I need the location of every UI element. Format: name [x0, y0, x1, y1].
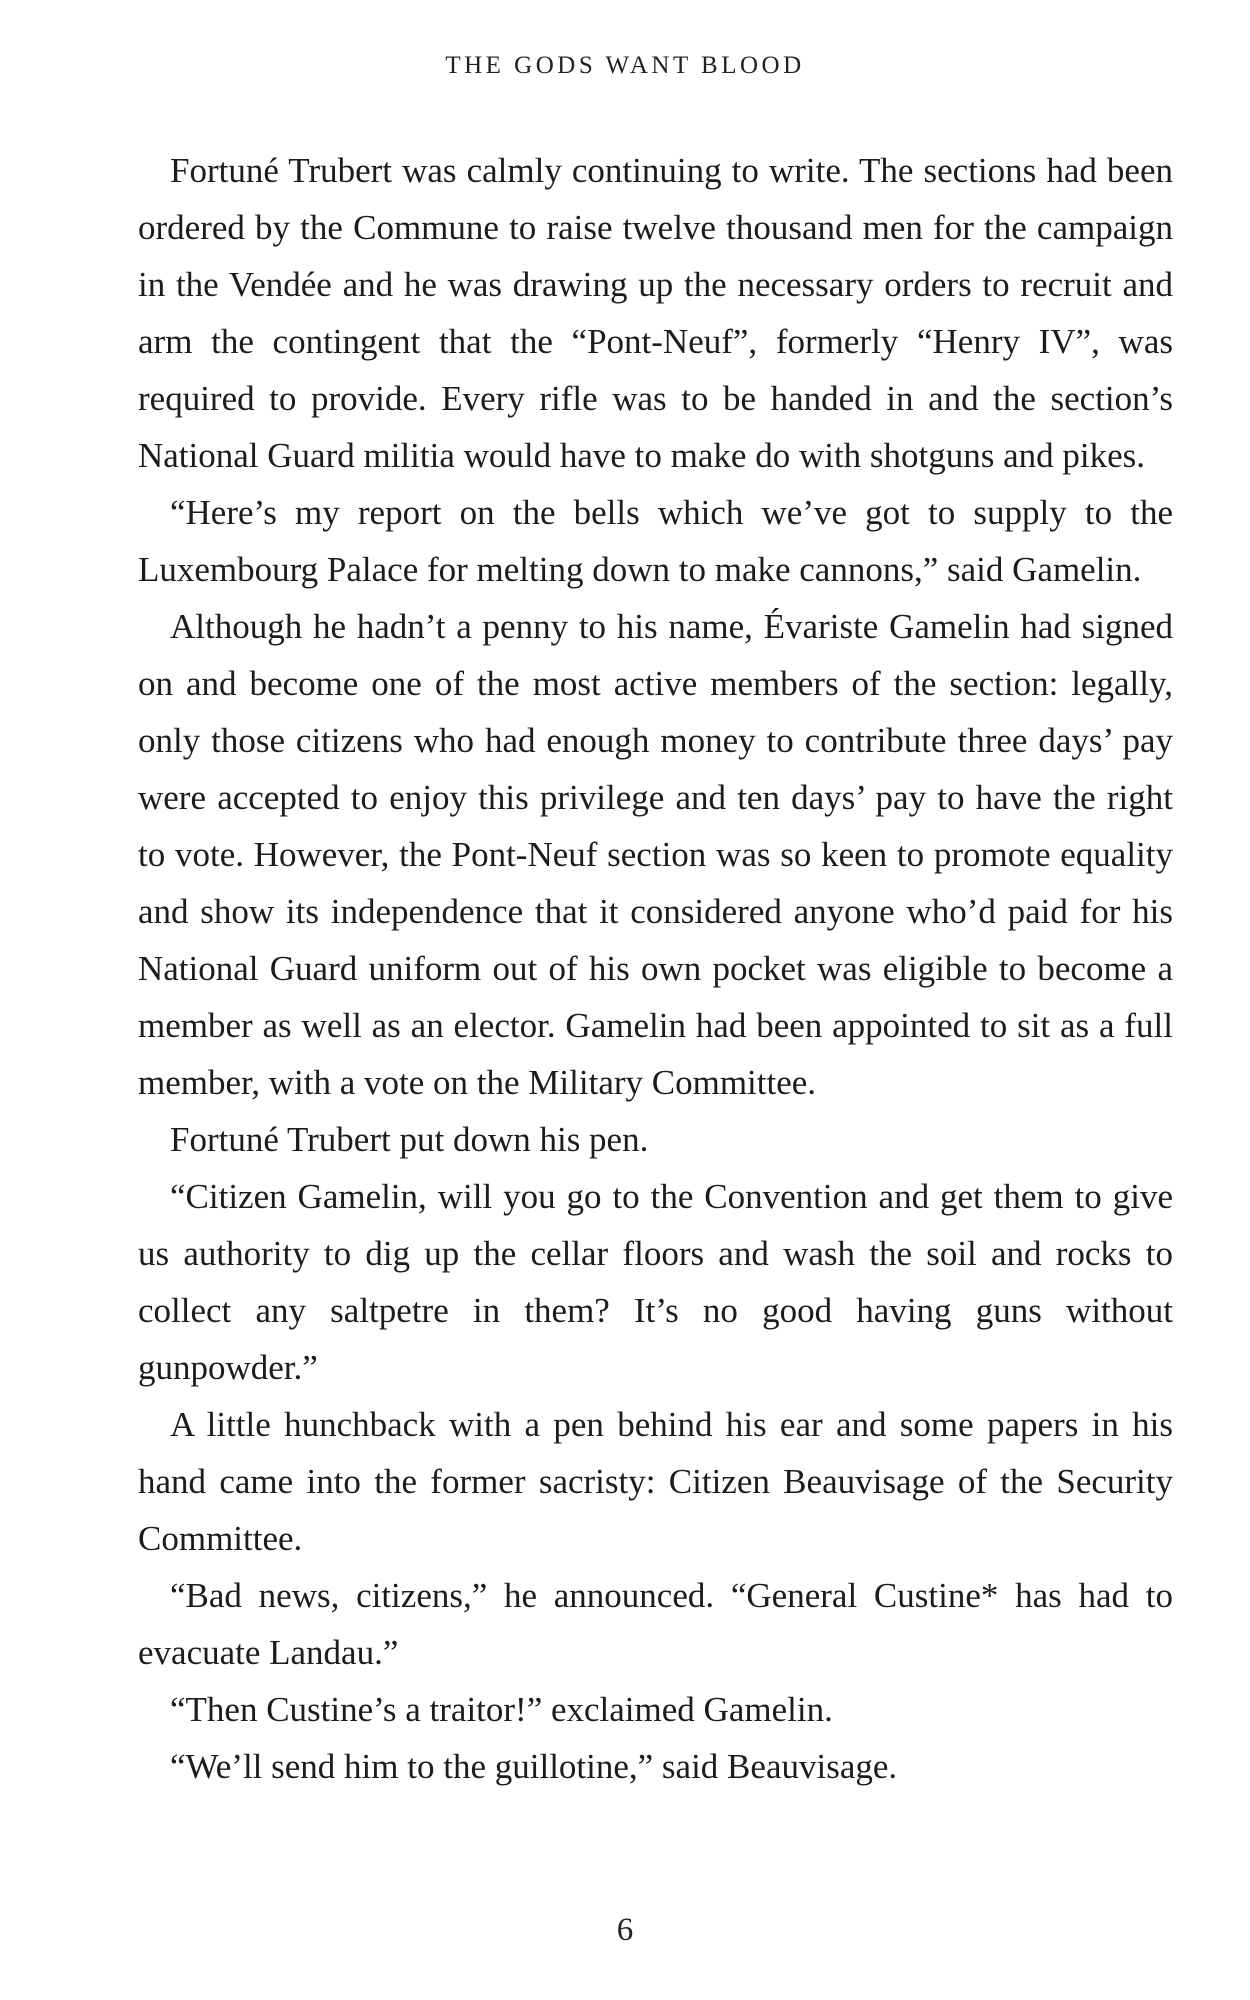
body-text — [138, 142, 1173, 1795]
paragraph: Although he hadn’t a penny to his name, Évariste Gamelin had signed on and become one of the most active members of the section: legally, only those citizens who had enough money to contribute three days’ pay were accepted to enjoy this privilege and ten days’ pay to have the right to vote. However, the Pont-Neuf section was so keen to promote equality and show its independence that it considered anyone who’d paid for his National Guard uniform out of his own pocket was eligible to become a member as well as an elector. Gamelin had been appointed to sit as a full member, with a vote on the Military Committee. — [138, 607, 1173, 1102]
page-number: 6 — [616, 1912, 634, 1948]
paragraph: “Then Custine’s a traitor!” exclaimed Gamelin. — [170, 1690, 833, 1729]
paragraph: “Citizen Gamelin, will you go to the Convention and get them to give us authority to dig up the cellar floors and wash the soil and rocks to collect any saltpetre in them? It’s no good having guns without gunpowder.” — [138, 1177, 1173, 1387]
paragraph: “Bad news, citizens,” he announced. “General Custine* has had to evacuate Landau.” — [138, 1576, 1173, 1672]
paragraph: “We’ll send him to the guillotine,” said Beauvisage. — [170, 1747, 898, 1786]
paragraph: “Here’s my report on the bells which we’ve got to supply to the Luxembourg Palace for melting down to make cannons,” said Gamelin. — [138, 493, 1173, 589]
paragraph: A little hunchback with a pen behind his ear and some papers in his hand came into the former sacristy: Citizen Beauvisage of the Security Committee. — [138, 1405, 1173, 1558]
paragraph: Fortuné Trubert put down his pen. — [170, 1120, 649, 1159]
running-head: THE GODS WANT BLOOD — [445, 52, 805, 79]
paragraph: Fortuné Trubert was calmly continuing to write. The sections had been ordered by the Commune to raise twelve thousand men for the campaign in the Vendée and he was drawing up the necessary orders to recruit and arm the contingent that the “Pont-Neuf”, formerly “Henry IV”, was required to provide. Every rifle was to be handed in and the section’s National Guard militia would have to make do with shotguns and pikes. — [138, 151, 1173, 475]
